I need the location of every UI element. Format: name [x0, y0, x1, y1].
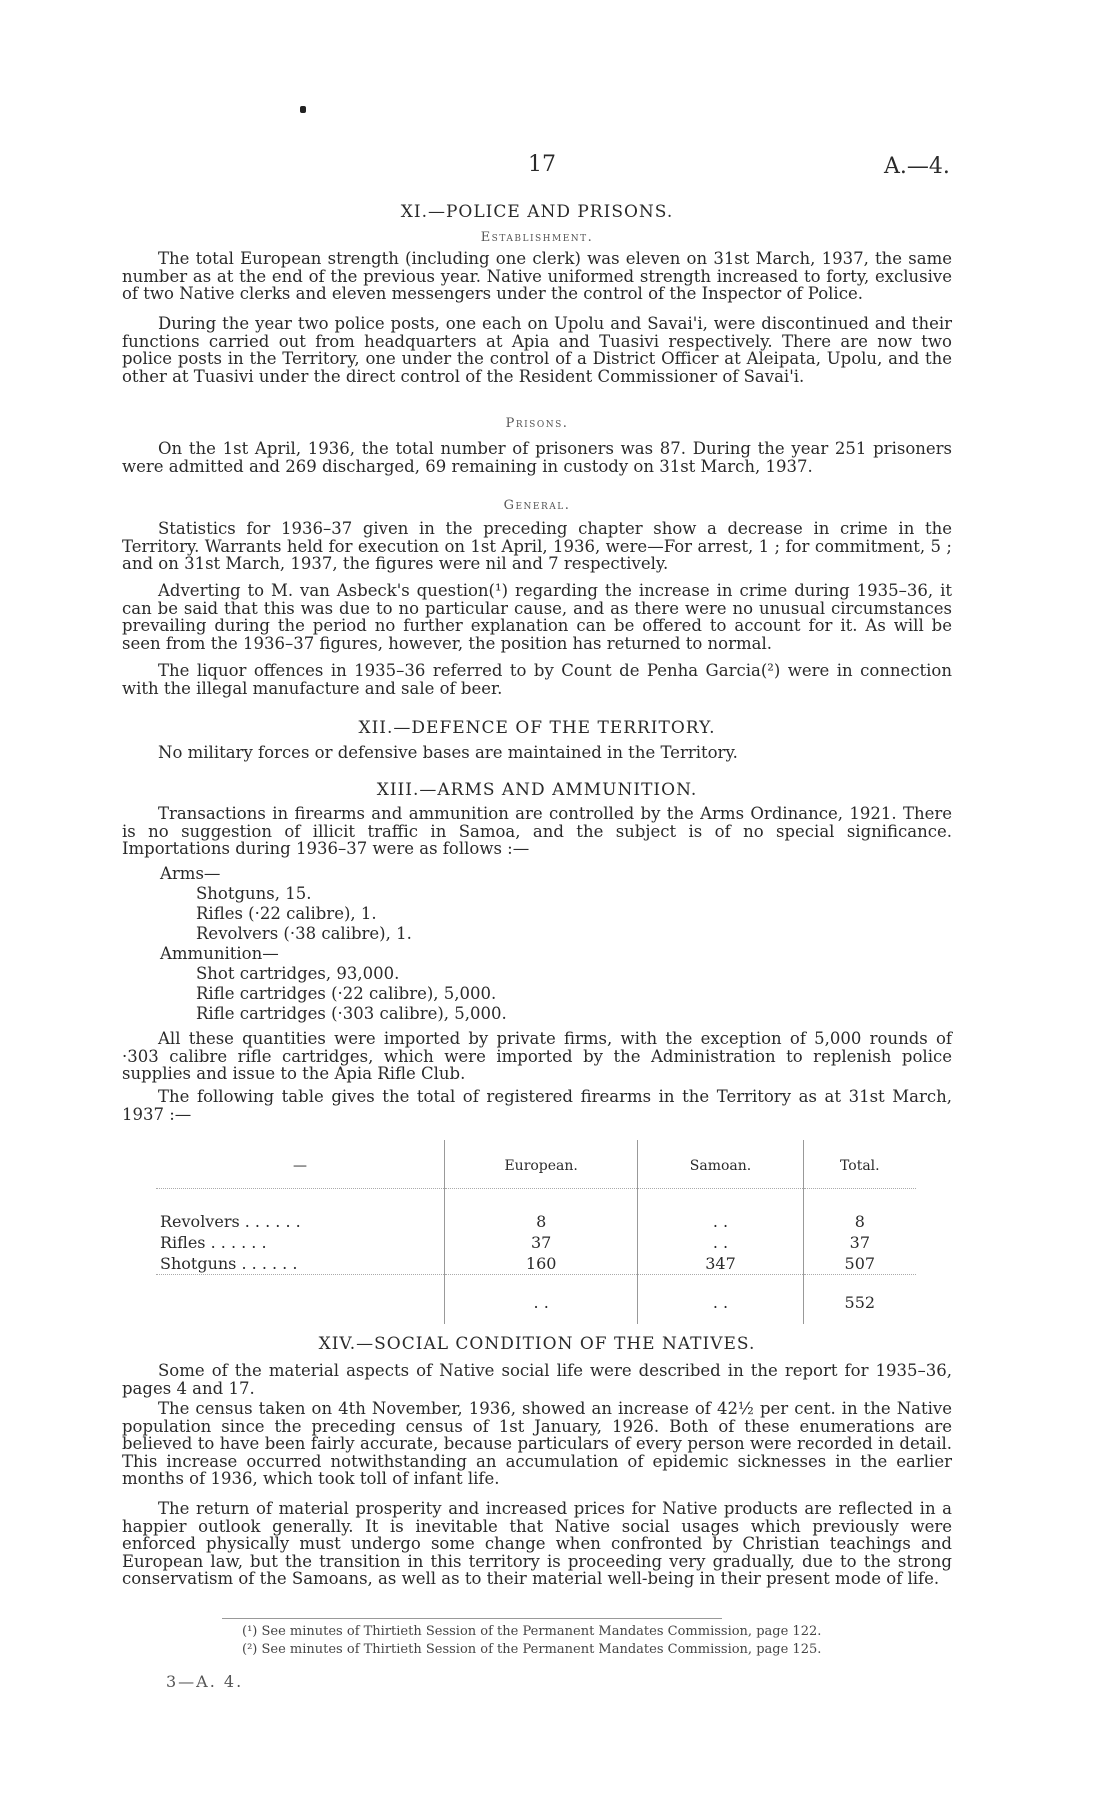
table-cell: 160 — [445, 1253, 638, 1275]
footnote: (²) See minutes of Thirtieth Session of the Permanent Mandates Commission, page 125. — [242, 1642, 822, 1657]
table-total-row — [156, 1275, 916, 1325]
table-cell: 8 — [445, 1211, 638, 1232]
table-cell: . . — [445, 1275, 638, 1325]
signature-mark: 3—A. 4. — [166, 1672, 244, 1691]
table-row — [156, 1211, 916, 1232]
footnote-divider — [222, 1618, 722, 1619]
list-item: Ammunition— — [160, 944, 279, 963]
paragraph: Some of the material aspects of Native social life were described in the report for 1935–36, pages 4 and 17. — [122, 1361, 952, 1398]
table-cell: 8 — [803, 1211, 916, 1232]
table-cell: . . — [638, 1232, 803, 1253]
list-item: Revolvers (·38 calibre), 1. — [196, 924, 412, 943]
paragraph: During the year two police posts, one each on Upolu and Savai'i, were discontinued and their functions carried out from headquarters at Apia and Tuasivi respectively. There are now two police posts in the Territory, one under the control of a District Officer at Aleipata, Upolu, and the other at Tuasivi under the direct control of the Resident Commissioner of Savai'i. — [122, 314, 952, 386]
table-header: Total. — [803, 1140, 916, 1189]
section-title-arms: XIII.—ARMS AND AMMUNITION. — [376, 780, 698, 800]
paragraph: The following table gives the total of registered firearms in the Territory as at 31st March, 1937 :— — [122, 1087, 952, 1124]
footnote: (¹) See minutes of Thirtieth Session of the Permanent Mandates Commission, page 122. — [242, 1624, 822, 1639]
section-title-social: XIV.—SOCIAL CONDITION OF THE NATIVES. — [318, 1334, 756, 1354]
paragraph: All these quantities were imported by private firms, with the exception of 5,000 rounds of ·303 calibre rifle cartridges, which were imported by the Administration to replenish police supplies and issue to the Apia Rifle Club. — [122, 1029, 952, 1083]
subheading-general: General. — [503, 498, 571, 513]
subheading-prisons: Prisons. — [505, 416, 569, 431]
table-cell: . . — [638, 1275, 803, 1325]
table-header: European. — [445, 1140, 638, 1189]
paragraph: The return of material prosperity and increased prices for Native products are reflected in a happier outlook generally. It is inevitable that Native social usages which previously were enforced physically must undergo some change when confronted by Christian teachings and European law, but the transition in this territory is proceeding very gradually, due to the strong conservatism of the Samoans, as well as to their material well-being in their present mode of life. — [122, 1499, 952, 1588]
paragraph: No military forces or defensive bases are maintained in the Territory. — [158, 743, 738, 762]
list-item: Arms— — [160, 864, 221, 883]
table-cell: Revolvers . . . . . . — [160, 1212, 301, 1231]
table-header-row — [156, 1140, 916, 1189]
paragraph: Statistics for 1936–37 given in the preceding chapter show a decrease in crime in the Territory. Warrants held for execution on 1st April, 1936, were—For arrest, 1 ; for commitment, 5 ; and on 31st March, 1937, the figures were nil and 7 respectively. — [122, 519, 952, 573]
ink-mark — [300, 106, 306, 113]
subheading-establishment: Establishment. — [480, 230, 594, 245]
section-title-police: XI.—POLICE AND PRISONS. — [400, 202, 674, 222]
table-row — [156, 1253, 916, 1275]
paragraph: Adverting to M. van Asbeck's question(¹) regarding the increase in crime during 1935–36, it can be said that this was due to no particular cause, and as there were no unusual circumstances prevailing during the period no further explanation can be offered to account for it. As will be seen from the 1936–37 figures, however, the position has returned to normal. — [122, 581, 952, 653]
table-cell: 507 — [803, 1253, 916, 1275]
table-cell: Rifles . . . . . . — [160, 1233, 267, 1252]
paragraph: The liquor offences in 1935–36 referred to by Count de Penha Garcia(²) were in connection with the illegal manufacture and sale of beer. — [122, 661, 952, 698]
firearms-table — [156, 1140, 916, 1324]
table-cell — [156, 1275, 445, 1325]
table-cell: 347 — [638, 1253, 803, 1275]
paragraph: On the 1st April, 1936, the total number of prisoners was 87. During the year 251 prisoners were admitted and 269 discharged, 69 remaining in custody on 31st March, 1937. — [122, 439, 952, 476]
list-item: Rifle cartridges (·22 calibre), 5,000. — [196, 984, 497, 1003]
table-header: — — [156, 1140, 445, 1189]
table-cell: 37 — [445, 1232, 638, 1253]
list-item: Shotguns, 15. — [196, 884, 312, 903]
table-cell: Shotguns . . . . . . — [160, 1254, 298, 1273]
table-row — [156, 1232, 916, 1253]
table-header: Samoan. — [638, 1140, 803, 1189]
section-title-defence: XII.—DEFENCE OF THE TERRITORY. — [358, 718, 716, 738]
table-cell: . . — [638, 1211, 803, 1232]
page-number: 17 — [528, 152, 556, 177]
list-item: Shot cartridges, 93,000. — [196, 964, 400, 983]
document-reference: A.—4. — [884, 154, 950, 179]
table-row — [156, 1189, 916, 1212]
table-cell: 552 — [803, 1275, 916, 1325]
paragraph: Transactions in firearms and ammunition are controlled by the Arms Ordinance, 1921. There is no suggestion of illicit traffic in Samoa, and the subject is of no special significance. Importations during 1936–37 were as follows :— — [122, 804, 952, 858]
list-item: Rifles (·22 calibre), 1. — [196, 904, 377, 923]
paragraph: The census taken on 4th November, 1936, showed an increase of 42½ per cent. in the Native population since the preceding census of 1st January, 1926. Both of these enumerations are believed to have been fairly accurate, because particulars of every person were recorded in detail. This increase occurred notwithstanding an accumulation of epidemic sicknesses in the earlier months of 1936, which took toll of infant life. — [122, 1399, 952, 1488]
table-cell: 37 — [803, 1232, 916, 1253]
list-item: Rifle cartridges (·303 calibre), 5,000. — [196, 1004, 507, 1023]
paragraph: The total European strength (including one clerk) was eleven on 31st March, 1937, the same number as at the end of the previous year. Native uniformed strength increased to forty, exclusive of two Native clerks and eleven messengers under the control of the Inspector of Police. — [122, 249, 952, 303]
